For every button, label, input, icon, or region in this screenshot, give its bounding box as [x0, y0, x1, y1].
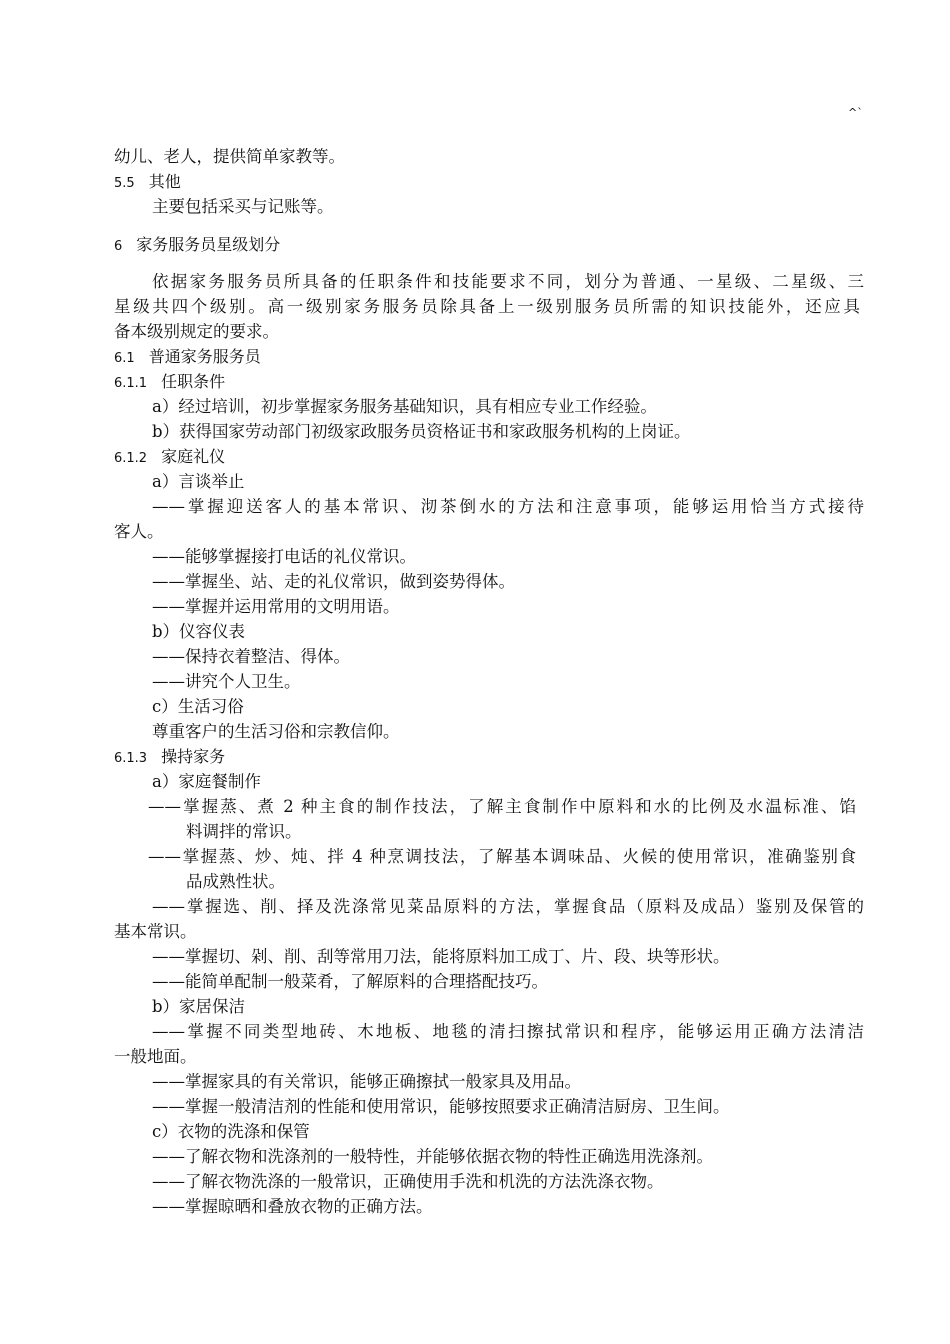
list-item: 尊重客户的生活习俗和宗教信仰。 — [152, 722, 400, 741]
list-item: b）仪容仪表 — [152, 622, 246, 641]
section-title: 其他 — [148, 172, 181, 191]
list-item: ——掌握蒸、煮 2 种主食的制作技法，了解主食制作中原料和水的比例及水温标准、馅 — [148, 797, 856, 816]
list-item: ——掌握切、剁、削、刮等常用刀法，能将原料加工成丁、片、段、块等形状。 — [152, 947, 730, 966]
section-number: 6.1.2 — [114, 451, 148, 466]
list-item-continuation: 基本常识。 — [114, 922, 197, 941]
list-item: b）家居保洁 — [152, 997, 246, 1016]
paragraph-line: 主要包括采买与记账等。 — [152, 197, 334, 216]
paragraph-line: 幼儿、老人，提供简单家教等。 — [114, 147, 345, 166]
list-item-continuation: 料调拌的常识。 — [186, 822, 302, 841]
list-item: ——了解衣物洗涤的一般常识，正确使用手洗和机洗的方法洗涤衣物。 — [152, 1172, 664, 1191]
section-title: 任职条件 — [161, 372, 226, 391]
section-title: 家务服务员星级划分 — [136, 235, 281, 254]
list-item: ——掌握家具的有关常识，能够正确擦拭一般家具及用品。 — [152, 1072, 581, 1091]
list-item: c）衣物的洗涤和保管 — [152, 1122, 310, 1141]
section-number: 6.1 — [114, 351, 135, 366]
list-item: ——保持衣着整洁、得体。 — [152, 647, 350, 666]
section-heading-5-5 — [114, 171, 181, 195]
list-item: a）家庭餐制作 — [152, 772, 261, 791]
section-number: 6 — [114, 239, 123, 254]
list-item: ——掌握选、削、择及洗涤常见菜品原料的方法，掌握食品（原料及成品）鉴别及保管的 — [152, 897, 864, 916]
list-item: ——能简单配制一般菜肴，了解原料的合理搭配技巧。 — [152, 972, 548, 991]
list-item: a）经过培训，初步掌握家务服务基础知识，具有相应专业工作经验。 — [152, 397, 657, 416]
paragraph-line: 星级共四个级别。高一级别家务服务员除具备上一级别服务员所需的知识技能外，还应具 — [114, 297, 860, 316]
paragraph-line: 备本级别规定的要求。 — [114, 322, 279, 341]
list-item: b）获得国家劳动部门初级家政服务员资格证书和家政服务机构的上岗证。 — [152, 422, 691, 441]
list-item-continuation: 品成熟性状。 — [186, 872, 285, 891]
section-heading-6-1-1 — [114, 371, 225, 395]
section-title: 家庭礼仪 — [161, 447, 226, 466]
list-item: ——掌握晾晒和叠放衣物的正确方法。 — [152, 1197, 433, 1216]
section-heading-6 — [114, 234, 280, 258]
section-heading-6-1 — [114, 346, 261, 370]
list-item: ——掌握不同类型地砖、木地板、地毯的清扫擦拭常识和程序，能够运用正确方法清洁 — [152, 1022, 864, 1041]
list-item: ——掌握并运用常用的文明用语。 — [152, 597, 400, 616]
section-title: 普通家务服务员 — [148, 347, 261, 366]
list-item: ——了解衣物和洗涤剂的一般特性，并能够依据衣物的特性正确选用洗涤剂。 — [152, 1147, 713, 1166]
section-title: 操持家务 — [161, 747, 226, 766]
section-heading-6-1-3 — [114, 746, 225, 770]
list-item: ——掌握一般清洁剂的性能和使用常识，能够按照要求正确清洁厨房、卫生间。 — [152, 1097, 730, 1116]
list-item: ——能够掌握接打电话的礼仪常识。 — [152, 547, 416, 566]
section-number: 6.1.1 — [114, 376, 148, 391]
section-number: 5.5 — [114, 176, 135, 191]
list-item: ——讲究个人卫生。 — [152, 672, 301, 691]
section-number: 6.1.3 — [114, 751, 148, 766]
list-item: c）生活习俗 — [152, 697, 244, 716]
list-item: ——掌握蒸、炒、炖、拌 4 种烹调技法，了解基本调味品、火候的使用常识，准确鉴别食 — [148, 847, 856, 866]
list-item-continuation: 客人。 — [114, 522, 164, 541]
list-item: ——掌握迎送客人的基本常识、沏茶倒水的方法和注意事项，能够运用恰当方式接待 — [152, 497, 864, 516]
list-item: ——掌握坐、站、走的礼仪常识，做到姿势得体。 — [152, 572, 515, 591]
section-heading-6-1-2 — [114, 446, 225, 470]
paragraph-line: 依据家务服务员所具备的任职条件和技能要求不同，划分为普通、一星级、二星级、三 — [152, 272, 864, 291]
list-item: a）言谈举止 — [152, 472, 245, 491]
list-item-continuation: 一般地面。 — [114, 1047, 197, 1066]
header-mark: ^` — [848, 106, 863, 119]
